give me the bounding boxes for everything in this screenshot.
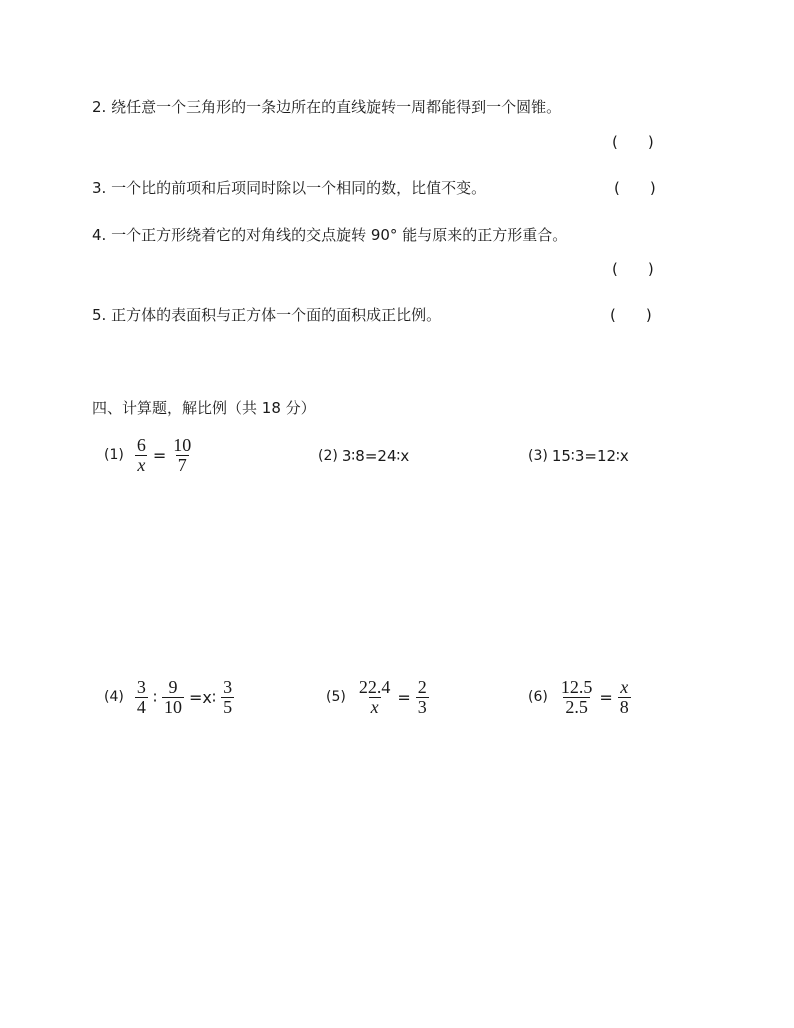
question-3-text: 3. 一个比的前项和后项同时除以一个相同的数，比值不变。	[92, 179, 487, 197]
fraction-denominator: x	[137, 454, 146, 475]
fraction-denominator: 4	[136, 696, 146, 717]
problem-1-fraction-right	[171, 436, 193, 475]
fraction-denominator: 2.5	[565, 696, 588, 717]
fraction-denominator: 10	[164, 696, 183, 717]
problem-6-fraction-right	[618, 678, 631, 717]
fraction-numerator: 3	[136, 677, 146, 697]
fraction-numerator: 6	[136, 435, 146, 455]
problem-1	[104, 436, 196, 475]
problem-5-fraction-right	[416, 678, 429, 717]
problem-5-label: (5)	[326, 689, 346, 706]
fraction-numerator: 3	[223, 677, 233, 697]
problem-4-label: (4)	[104, 689, 124, 706]
question-5-text: 5. 正方体的表面积与正方体一个面的面积成正比例。	[92, 306, 442, 324]
problem-4-fraction-3	[221, 678, 234, 717]
problem-6	[528, 678, 634, 717]
problem-4	[104, 678, 237, 717]
problem-3	[528, 447, 629, 465]
problem-3-label: (3)	[528, 448, 548, 464]
problem-1-fraction-left	[135, 436, 148, 475]
equals-sign: =	[599, 687, 613, 707]
problem-1-label: (1)	[104, 447, 124, 464]
equals-sign: =	[152, 445, 167, 465]
fraction-denominator: 5	[223, 696, 233, 717]
question-4-text: 4. 一个正方形绕着它的对角线的交点旋转 90° 能与原来的正方形重合。	[92, 226, 568, 244]
question-5-answer-paren[interactable]: ( )	[610, 306, 652, 324]
problem-5-fraction-left	[357, 678, 393, 717]
problem-2	[318, 447, 409, 465]
problem-4-fraction-1	[135, 678, 148, 717]
fraction-numerator: 12.5	[560, 677, 593, 697]
problem-5	[326, 678, 432, 717]
problem-6-fraction-left	[559, 678, 595, 717]
fraction-denominator: 7	[177, 454, 187, 475]
problem-4-fraction-2	[162, 678, 184, 717]
problem-3-expression: 15∶3=12∶x	[551, 447, 629, 465]
equals-x-colon: =x∶	[189, 687, 217, 707]
fraction-numerator: 2	[417, 677, 427, 697]
fraction-numerator: 22.4	[358, 677, 391, 697]
problem-6-label: (6)	[528, 689, 548, 706]
equals-sign: =	[397, 687, 411, 707]
problem-2-label: (2)	[318, 448, 338, 464]
fraction-denominator: 8	[619, 696, 629, 717]
fraction-numerator: 10	[173, 435, 192, 455]
ratio-colon: ∶	[152, 687, 158, 707]
fraction-numerator: x	[620, 677, 629, 697]
fraction-numerator: 9	[168, 677, 178, 697]
question-2-text: 2. 绕任意一个三角形的一条边所在的直线旋转一周都能得到一个圆锥。	[92, 98, 562, 116]
question-2-answer-paren[interactable]: ( )	[612, 133, 654, 151]
fraction-denominator: x	[370, 696, 379, 717]
section-4-title: 四、计算题，解比例（共 18 分）	[92, 399, 316, 417]
question-4-answer-paren[interactable]: ( )	[612, 260, 654, 278]
question-3-answer-paren[interactable]: ( )	[614, 179, 656, 197]
fraction-denominator: 3	[417, 696, 427, 717]
problem-2-expression: 3∶8=24∶x	[341, 447, 410, 465]
